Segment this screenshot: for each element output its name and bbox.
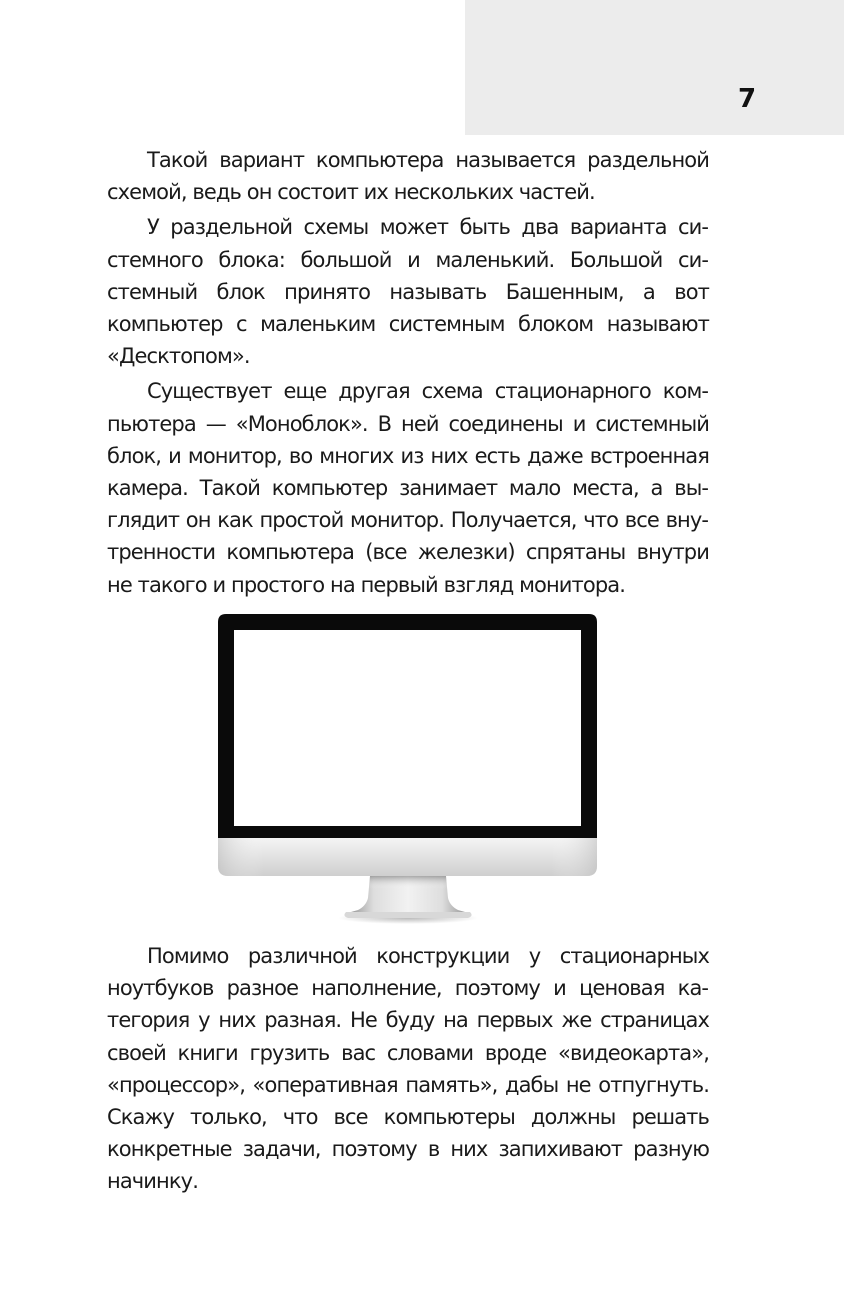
paragraph: Такой вариант компьютера называется раздельной схемой, ведь он состоит их нескольких частей.: [107, 148, 709, 205]
monoblock-monitor-icon: [218, 614, 597, 926]
paragraph: У раздельной схемы может быть два варианта системного блока: большой и маленький. Большой системный блок принято называть Башенным, а вот компьютер с маленьким системным блоком называют «Десктопом».: [107, 215, 709, 369]
page-corner-tab: [465, 0, 844, 135]
body-text-top: [107, 144, 709, 601]
paragraph: Помимо различной конструкции у стационарных ноутбуков разное наполнение, поэтому и ценовая категория у них разная. Не буду на первых же страницах своей книги грузить вас словами вроде «видеокарта», «процессор», «оперативная память», дабы не отпугнуть. Скажу только, что все компьютеры должны решать конкретные задачи, поэтому в них запихивают разную начинку.: [107, 944, 709, 1194]
paragraph: Существует еще другая схема стационарного компьютера — «Моноблок». В ней соединены и системный блок, и монитор, во многих из них есть даже встроенная камера. Такой компьютер занимает мало места, а выглядит он как простой монитор. Получается, что все внутренности компьютера (все железки) спрятаны внутри не такого и простого на первый взгляд монитора.: [107, 379, 709, 597]
body-text-bottom: [107, 940, 709, 1198]
page-number: 7: [738, 84, 757, 114]
